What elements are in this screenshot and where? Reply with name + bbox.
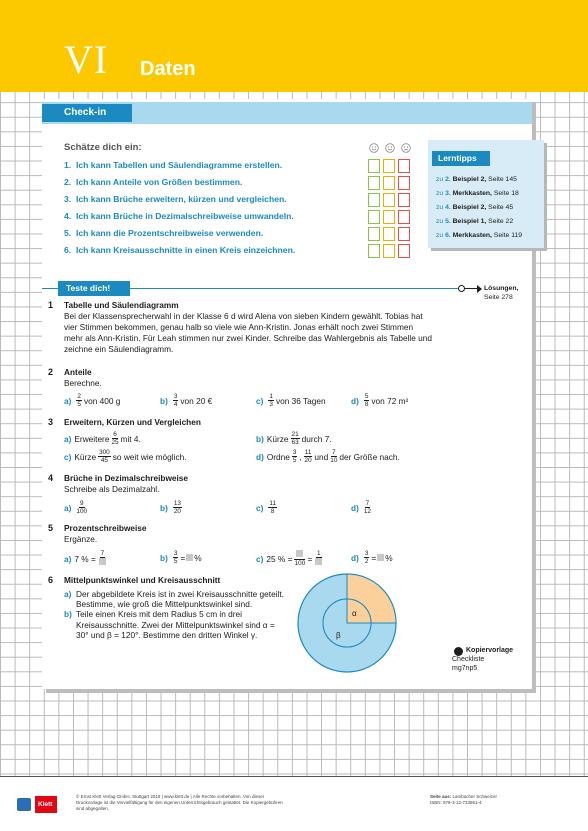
rating-checkbox-medium[interactable]: [383, 227, 395, 241]
rating-checkbox-good[interactable]: [368, 227, 380, 241]
rating-checkbox-good[interactable]: [368, 193, 380, 207]
task-5d: d) $\frac{3}{2}$ = %: [351, 550, 393, 565]
beta-label: β: [336, 631, 341, 640]
task-title: Brüche in Dezimalschreibweise: [64, 473, 189, 483]
lerntipp-item: zu 6. Merkkasten, Seite 119: [436, 232, 523, 239]
self-assessment-prompt: Schätze dich ein:: [64, 142, 142, 153]
task-instruction: Schreibe als Dezimalzahl.: [64, 484, 160, 494]
rating-checkbox-good[interactable]: [368, 159, 380, 173]
checklist-item: 4. Ich kann Brüche in Dezimalschreibweise umwandeln.: [64, 209, 424, 226]
rating-checkbox-poor[interactable]: [398, 244, 410, 258]
rating-checkbox-medium[interactable]: [383, 193, 395, 207]
task-4c: c) $\frac{11}{8}$: [256, 500, 277, 515]
task-5b: b) $\frac{3}{5}$ = %: [160, 550, 202, 565]
footer-divider: [0, 776, 588, 777]
task-title: Erweitern, Kürzen und Vergleichen: [64, 417, 201, 427]
alpha-label: α: [352, 609, 357, 618]
task-title: Tabelle und Säulendiagramm: [64, 300, 179, 310]
task-5a: a) 7 % = 7: [64, 550, 105, 564]
lerntipps-title: Lerntipps: [432, 151, 490, 166]
klett-logo: Klett: [17, 796, 57, 813]
task-3b: b) Kürze $\frac{21}{63}$ durch 7.: [256, 431, 332, 446]
chapter-title: Daten: [140, 58, 196, 80]
smiley-neutral-icon: [385, 143, 395, 153]
rating-legend: [369, 143, 419, 154]
task-3a: a) Erweitere $\frac{6}{25}$ mit 4.: [64, 431, 141, 446]
task-3c: c) Kürze $\frac{300}{45}$ so weit wie möglich.: [64, 449, 187, 464]
task-2b: b) $\frac{3}{4}$ von 20 €: [160, 393, 213, 408]
task-title: Anteile: [64, 367, 92, 377]
task-body: Bei der Klassensprecherwahl in der Klasse 6 d wird Alena von sieben Kindern gewählt. Tobias hat vier Stimmen bekommen, genau halb so viele wie Ann-Kristin. Jonas erhält noch zwei Stimmen mehr als Ann-Kristin. Für Leah stimmen nur zwei Kinder. Schreibe das Wahlergebnis als Tabelle und zeichne ein Säulendiagramm.: [64, 311, 433, 354]
checklist-item: 6. Ich kann Kreisausschnitte in einen Kreis einzeichnen.: [64, 243, 424, 260]
circle-sector-figure: [296, 572, 398, 674]
loesungen-reference: Lösungen, Seite 278: [484, 285, 519, 301]
task-title: Mittelpunktswinkel und Kreisausschnitt: [64, 575, 221, 585]
checklist-item: 1. Ich kann Tabellen und Säulendiagramme erstellen.: [64, 158, 424, 175]
answer-gap[interactable]: [315, 558, 322, 565]
task-6-parts: [64, 589, 284, 640]
answer-gap[interactable]: [186, 554, 193, 561]
lerntipp-item: zu 4. Beispiel 2, Seite 45: [436, 204, 514, 211]
kopiervorlage-reference[interactable]: Kopiervorlage Checkliste mg7np5: [452, 647, 514, 672]
rating-checkbox-poor[interactable]: [398, 159, 410, 173]
teste-label: Teste dich!: [58, 281, 130, 296]
lerntipps-box: [428, 140, 544, 248]
smiley-happy-icon: [369, 143, 379, 153]
rating-checkbox-good[interactable]: [368, 176, 380, 190]
rating-checkbox-good[interactable]: [368, 244, 380, 258]
task-3d: d) Ordne $\frac{3}{5}$ , $\frac{11}{20}$ und $\frac{7}{10}$ der Größe nach.: [256, 449, 400, 464]
task-4d: d) $\frac{7}{12}$: [351, 500, 371, 515]
rating-checkbox-good[interactable]: [368, 210, 380, 224]
task-2d: d) $\frac{5}{8}$ von 72 m²: [351, 393, 409, 408]
checklist-item: 2. Ich kann Anteile von Größen bestimmen.: [64, 175, 424, 192]
arrow-right-icon: [477, 285, 482, 293]
checkin-label: Check-in: [42, 104, 132, 122]
task-4a: a) $\frac{9}{100}$: [64, 500, 88, 515]
rating-checkbox-medium[interactable]: [383, 176, 395, 190]
chapter-header: [0, 0, 588, 92]
rating-checkbox-medium[interactable]: [383, 159, 395, 173]
task-4b: b) $\frac{13}{20}$: [160, 500, 181, 515]
task-number: 1: [48, 300, 54, 310]
rating-checkbox-poor[interactable]: [398, 176, 410, 190]
task-title: Prozentschreibweise: [64, 523, 147, 533]
smiley-sad-icon: [401, 143, 411, 153]
lerntipp-item: zu 3. Merkkasten, Seite 18: [436, 190, 519, 197]
lerntipp-item: zu 2. Beispiel 2, Seite 145: [436, 176, 517, 183]
task-6a: a) Der abgebildete Kreis ist in zwei Kreisausschnitte geteilt. Bestimme, wie groß die Mittelpunktswinkel sind.: [64, 589, 284, 610]
arrow-start-icon: [458, 285, 465, 292]
checklist: [64, 158, 424, 260]
task-2c: c) $\frac{1}{3}$ von 36 Tagen: [256, 393, 326, 408]
rating-checkbox-poor[interactable]: [398, 210, 410, 224]
task-instruction: Berechne.: [64, 378, 102, 388]
chapter-number: VI: [64, 37, 109, 82]
task-instruction: Ergänze.: [64, 534, 98, 544]
rating-checkbox-medium[interactable]: [383, 244, 395, 258]
lerntipp-item: zu 5. Beispiel 1, Seite 22: [436, 218, 514, 225]
footer-copyright: © Ernst Klett Verlag GmbH, Stuttgart 2019 | www.klett.de | Alle Rechte vorbehalten. Von dieser Druckvorlage ist die Vervielfältigung für den eigenen Unterrichtsgebrauch gestattet. Die Kopiergebühren sind abgegolten.: [76, 794, 283, 811]
rating-checkbox-poor[interactable]: [398, 227, 410, 241]
klett-logo-icon: [17, 798, 31, 811]
rating-checkbox-medium[interactable]: [383, 210, 395, 224]
task-2a: a) $\frac{2}{5}$ von 400 g: [64, 393, 121, 408]
footer-source: Seite aus: Lambacher Schweizer ISBN: 978-3-12-733861-4: [430, 794, 498, 805]
task-6b: b) Teile einen Kreis mit dem Radius 5 cm in drei Kreisausschnitte. Zwei der Mittelpunktswinkel sind α = 30° und β = 120°. Bestimme den dritten Winkel γ.: [64, 609, 275, 640]
rating-checkbox-poor[interactable]: [398, 193, 410, 207]
task-5c: c) 25 % = 100 = 1: [256, 550, 321, 567]
answer-gap[interactable]: [377, 554, 384, 561]
checklist-item: 5. Ich kann die Prozentschreibweise verwenden.: [64, 226, 424, 243]
checklist-item: 3. Ich kann Brüche erweitern, kürzen und vergleichen.: [64, 192, 424, 209]
